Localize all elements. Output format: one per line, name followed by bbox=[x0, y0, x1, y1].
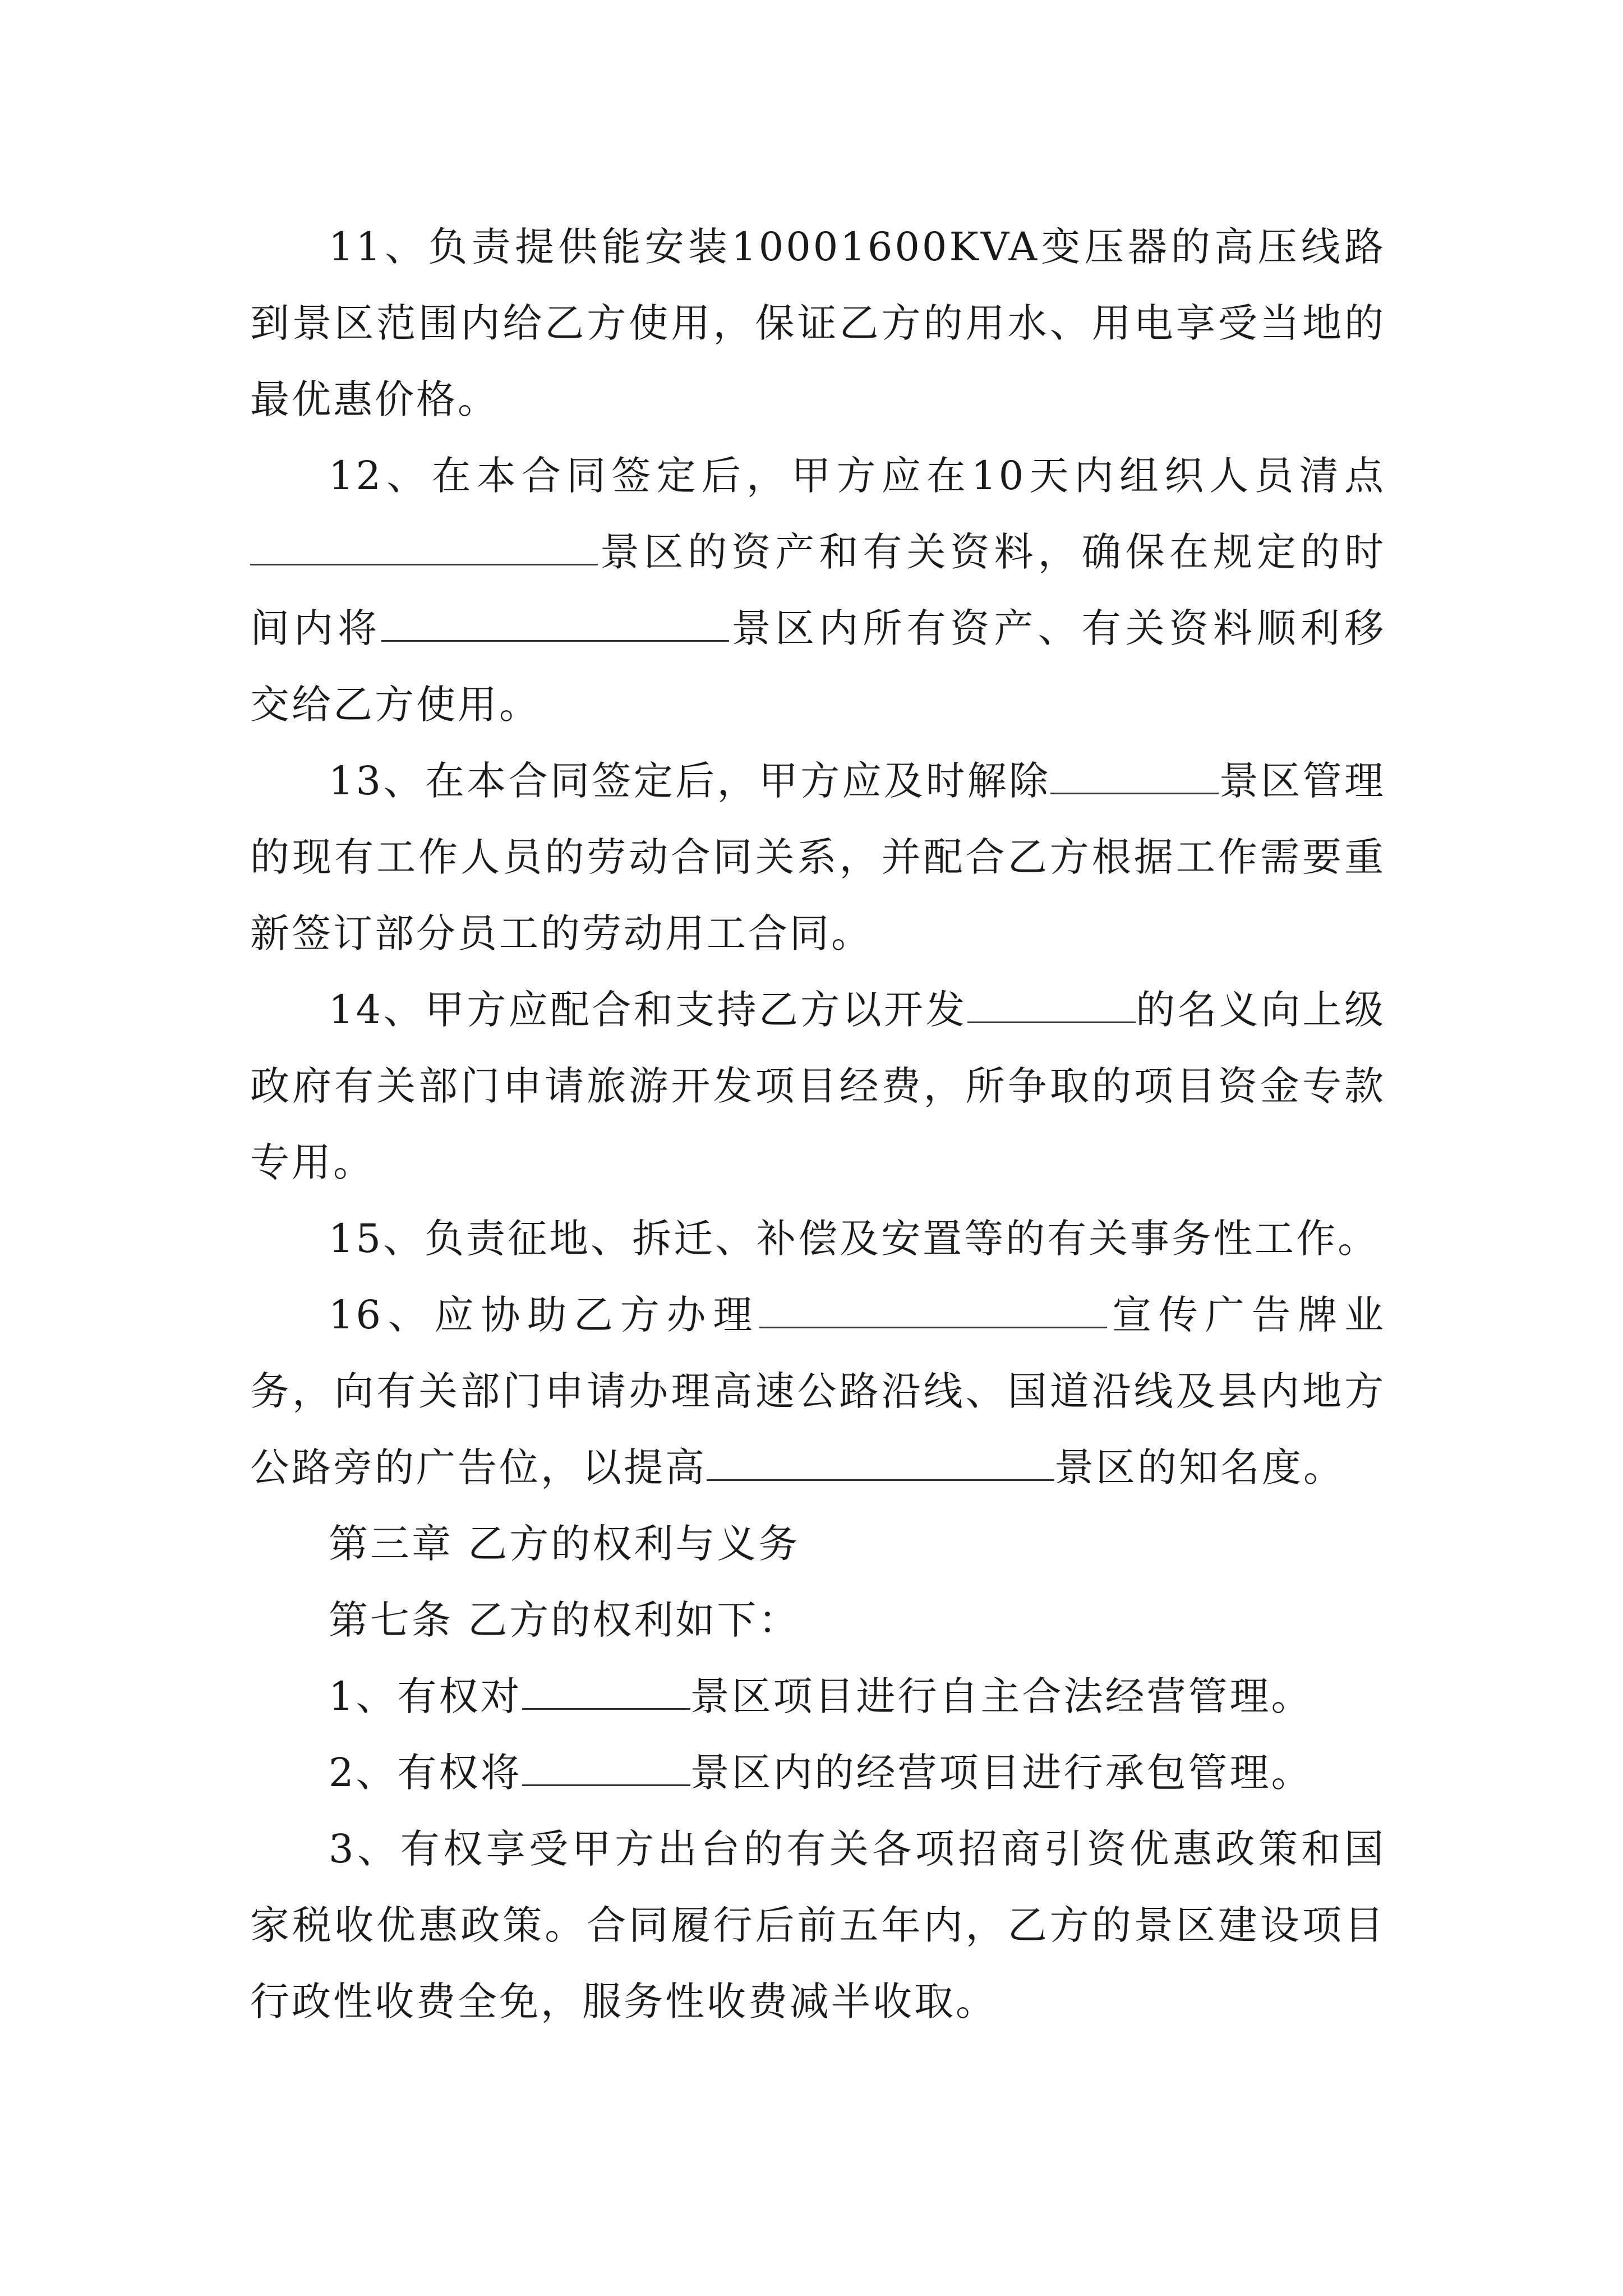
blank-field bbox=[1050, 759, 1219, 794]
blank-field bbox=[522, 1751, 690, 1786]
document-body bbox=[250, 209, 1386, 2040]
clause-12-text-b: 景区的资产和有关资料，确保在规定的时间内将 bbox=[250, 529, 1386, 651]
right-1-text-a: 1、有权对 bbox=[329, 1673, 522, 1719]
blank-field bbox=[707, 1446, 1054, 1481]
right-3-text: 3、有权享受甲方出台的有关各项招商引资优惠政策和国家税收优惠政策。合同履行后前五年内，乙方的景区建设项目行政性收费全免，服务性收费减半收取。 bbox=[250, 1826, 1386, 2024]
right-2 bbox=[250, 1734, 1386, 1811]
clause-14-text-a: 14、甲方应配合和支持乙方以开发 bbox=[329, 987, 967, 1033]
clause-16-text-b: 宣传广告牌业务，向有关部门申请办理高速公路沿线、国道沿线及县内地方公路旁的广告位，以提高 bbox=[250, 1292, 1386, 1490]
clause-14-text-b: 的名义向上级政府有关部门申请旅游开发项目经费，所争取的项目资金专款专用。 bbox=[250, 987, 1386, 1185]
right-2-text-b: 景区内的经营项目进行承包管理。 bbox=[690, 1750, 1313, 1796]
clause-16-text-a: 16、应协助乙方办理 bbox=[329, 1292, 760, 1338]
right-2-text-a: 2、有权将 bbox=[329, 1750, 522, 1796]
right-1 bbox=[250, 1658, 1386, 1734]
clause-16-text-c: 景区的知名度。 bbox=[1054, 1444, 1345, 1490]
clause-16 bbox=[250, 1277, 1386, 1506]
clause-15 bbox=[250, 1200, 1386, 1277]
clause-13 bbox=[250, 743, 1386, 972]
blank-field bbox=[522, 1674, 690, 1710]
clause-14 bbox=[250, 972, 1386, 1200]
chapter-heading bbox=[250, 1506, 1386, 1582]
clause-11-text: 11、负责提供能安装10001600KVA变压器的高压线路到景区范围内给乙方使用，保证乙方的用水、用电享受当地的最优惠价格。 bbox=[250, 224, 1386, 422]
article-7-title: 第七条 乙方的权利如下： bbox=[329, 1597, 800, 1643]
clause-13-text-a: 13、在本合同签定后，甲方应及时解除 bbox=[329, 758, 1051, 804]
clause-11 bbox=[250, 209, 1386, 438]
blank-field bbox=[381, 606, 729, 642]
clause-12-text-a: 12、在本合同签定后，甲方应在10天内组织人员清点 bbox=[329, 453, 1386, 499]
clause-12 bbox=[250, 438, 1386, 743]
article-heading bbox=[250, 1582, 1386, 1658]
blank-field bbox=[759, 1293, 1107, 1328]
chapter-3-title: 第三章 乙方的权利与义务 bbox=[329, 1521, 800, 1567]
clause-15-text: 15、负责征地、拆迁、补偿及安置等的有关事务性工作。 bbox=[329, 1216, 1380, 1262]
blank-field bbox=[967, 988, 1136, 1023]
clause-13-text-b: 景区管理的现有工作人员的劳动合同关系，并配合乙方根据工作需要重新签订部分员工的劳动用工合同。 bbox=[250, 758, 1386, 956]
blank-field bbox=[250, 530, 598, 565]
right-3 bbox=[250, 1811, 1386, 2040]
right-1-text-b: 景区项目进行自主合法经营管理。 bbox=[690, 1673, 1313, 1719]
clause-12-text-c: 景区内所有资产、有关资料顺利移交给乙方使用。 bbox=[250, 605, 1386, 728]
